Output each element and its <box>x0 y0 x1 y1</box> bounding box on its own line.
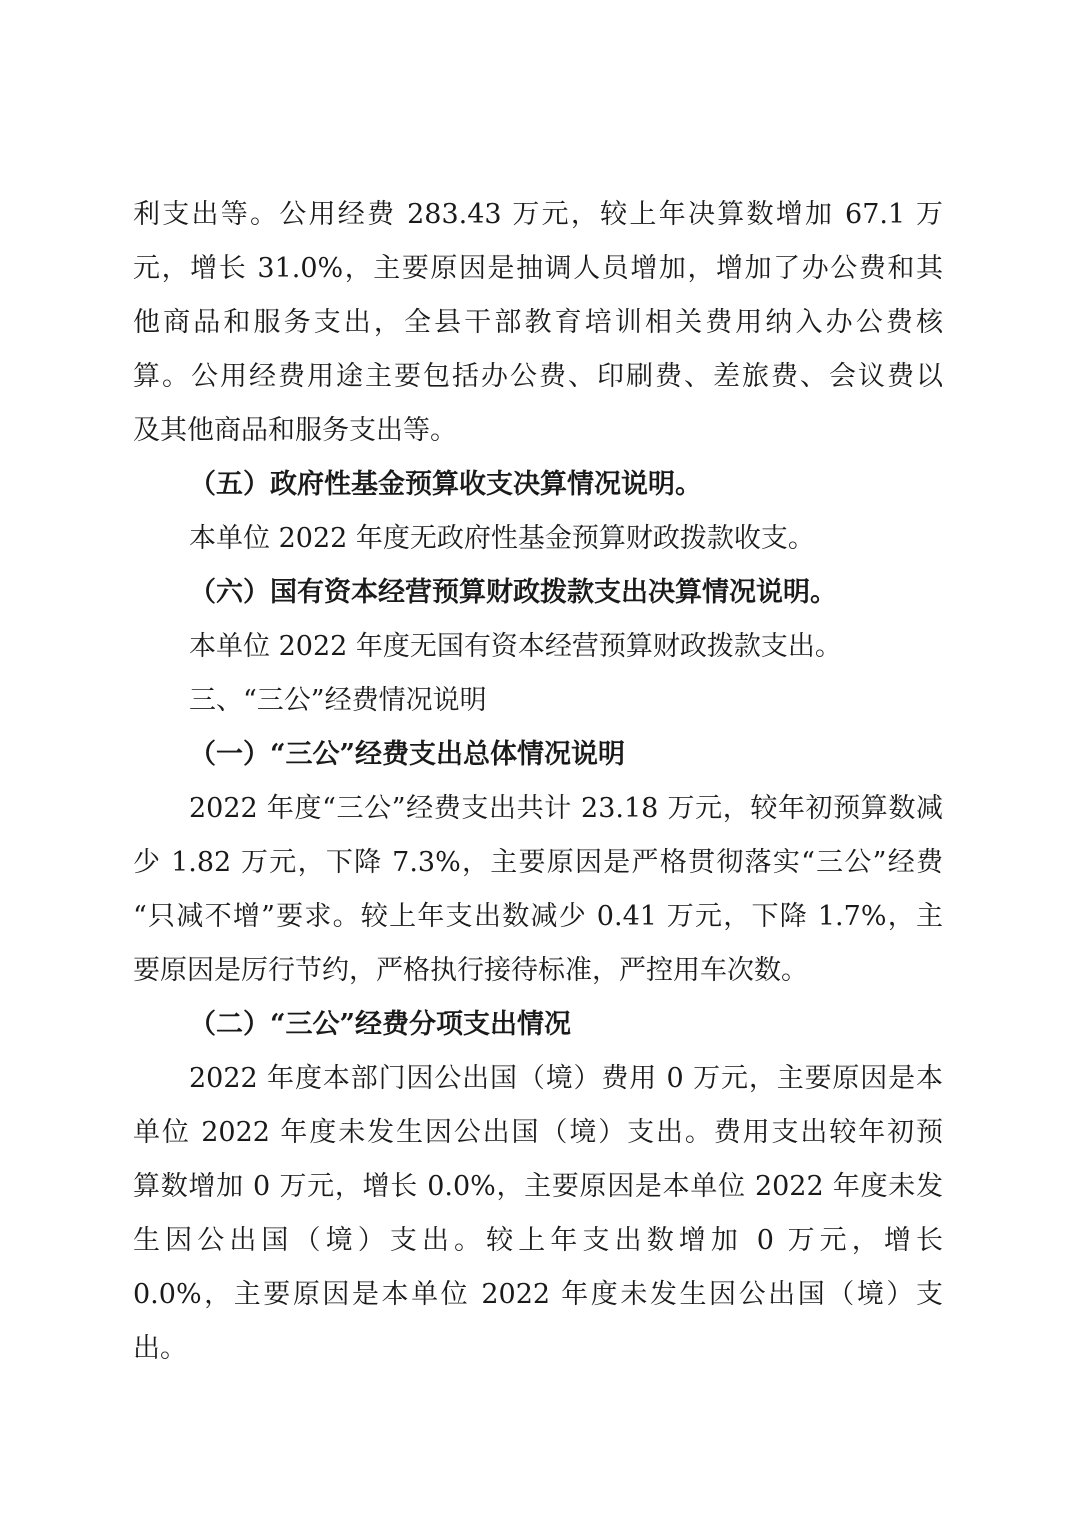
paragraph-line: 利支出等。公用经费 283.43 万元，较上年决算数增加 67.1 万 <box>133 199 943 230</box>
paragraph-line: 元，增长 31.0%，主要原因是抽调人员增加，增加了办公费和其 <box>133 253 943 284</box>
paragraph-line: 单位 2022 年度未发生因公出国（境）支出。费用支出较年初预 <box>133 1117 943 1148</box>
paragraph-line: 要原因是厉行节约，严格执行接待标准，严控用车次数。 <box>133 955 808 986</box>
chapter-heading-3: 三、“三公”经费情况说明 <box>189 685 487 716</box>
paragraph-line: 少 1.82 万元，下降 7.3%，主要原因是严格贯彻落实“三公”经费 <box>133 847 943 878</box>
paragraph-line: 本单位 2022 年度无国有资本经营预算财政拨款支出。 <box>189 631 842 662</box>
paragraph-line: 算数增加 0 万元，增长 0.0%，主要原因是本单位 2022 年度未发 <box>133 1171 943 1202</box>
paragraph-line: 2022 年度本部门因公出国（境）费用 0 万元，主要原因是本 <box>189 1063 943 1094</box>
document-page <box>133 188 943 1376</box>
paragraph-line: 他商品和服务支出，全县干部教育培训相关费用纳入办公费核 <box>133 307 943 338</box>
paragraph-line: 生因公出国（境）支出。较上年支出数增加 0 万元，增长 <box>133 1225 943 1256</box>
subsection-heading-1: （一）“三公”经费支出总体情况说明 <box>189 739 626 770</box>
paragraph-line: “只减不增”要求。较上年支出数减少 0.41 万元，下降 1.7%，主 <box>133 901 943 932</box>
subsection-heading-2: （二）“三公”经费分项支出情况 <box>189 1009 572 1040</box>
section-heading-6: （六）国有资本经营预算财政拨款支出决算情况说明。 <box>189 577 837 608</box>
paragraph-line: 2022 年度“三公”经费支出共计 23.18 万元，较年初预算数减 <box>189 793 943 824</box>
paragraph-line: 出。 <box>133 1333 187 1364</box>
section-heading-5: （五）政府性基金预算收支决算情况说明。 <box>189 469 702 500</box>
paragraph-line: 算。公用经费用途主要包括办公费、印刷费、差旅费、会议费以 <box>133 361 943 392</box>
paragraph-line: 本单位 2022 年度无政府性基金预算财政拨款收支。 <box>189 523 815 554</box>
paragraph-line: 及其他商品和服务支出等。 <box>133 415 457 446</box>
paragraph-line: 0.0%，主要原因是本单位 2022 年度未发生因公出国（境）支 <box>133 1279 943 1310</box>
